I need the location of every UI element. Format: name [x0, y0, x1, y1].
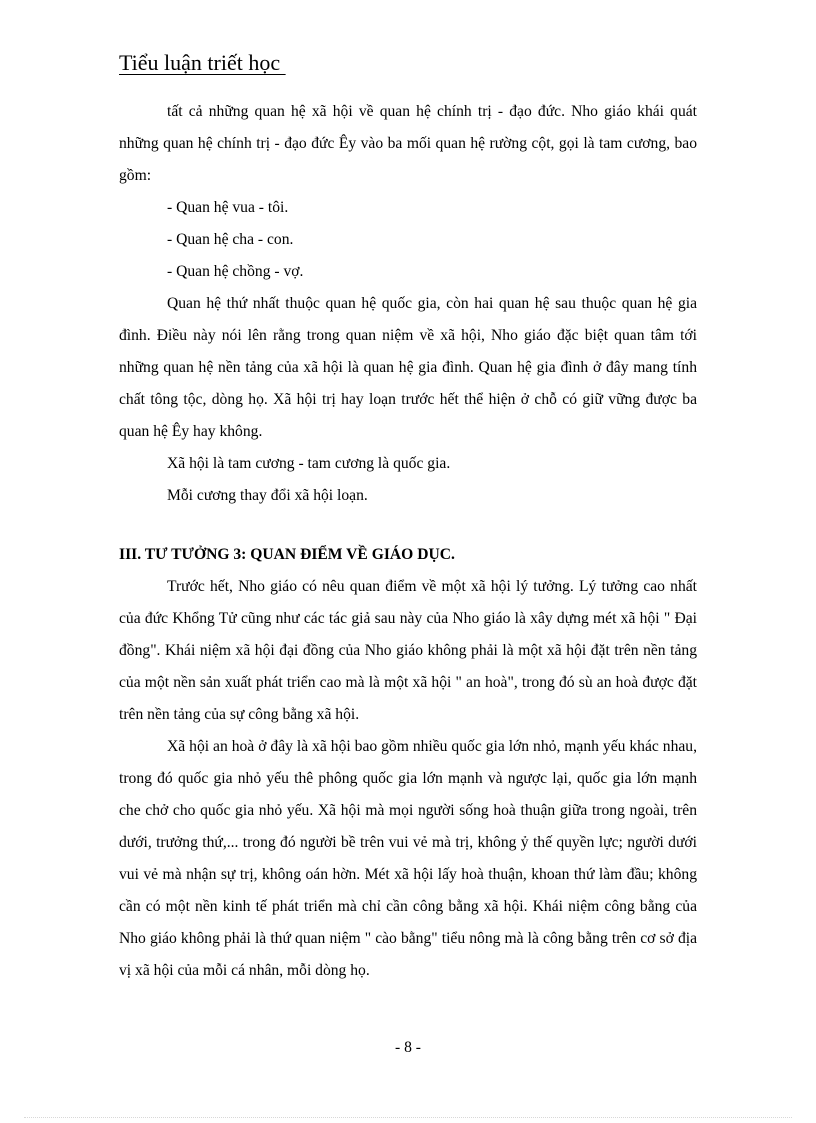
- section-heading: III. TƯ TƯỞNG 3: QUAN ĐIỂM VỀ GIÁO DỤC.: [119, 546, 455, 563]
- harmonious-society-paragraph: Xã hội an hoà ở đây là xã hội bao gồm nhiều quốc gia lớn nhỏ, mạnh yếu khác nhau, trong đó quốc gia nhỏ yếu thê phông quốc gia lớn mạnh và ngược lại, quốc gia lớn mạnh che chở cho quốc gia nhỏ yếu. Xã hội mà mọi người sống hoà thuận giữa trong ngoài, trên dưới, trưởng thứ,... trong đó người bề trên vui vẻ mà trị, không ỷ thế quyền lực; người dưới vui vẻ mà nhận sự trị, không oán hờn. Mét xã hội lấy hoà thuận, khoan thứ làm đầu; không cần có một nền kinh tế phát triển mà chỉ cần công bằng xã hội. Khái niệm công bằng của Nho giáo không phải là thứ quan niệm " cào bằng" tiểu nông mà là công bằng trên cơ sở địa vị xã hội của mỗi cá nhân, mỗi dòng họ.: [119, 738, 697, 979]
- list-item-father-son: - Quan hệ cha - con.: [167, 231, 294, 248]
- intro-paragraph: tất cả những quan hệ xã hội về quan hệ chính trị - đạo đức. Nho giáo khái quát những quan hệ chính trị - đạo đức Êy vào ba mối quan hệ rường cột, gọi là tam cương, bao gồm:: [119, 103, 697, 184]
- statement-line-2: Mỗi cương thay đổi xã hội loạn.: [167, 487, 368, 504]
- document-header-title: Tiểu luận triết học: [119, 50, 286, 75]
- page-number: - 8 -: [395, 1039, 421, 1056]
- page-bottom-edge: [24, 1117, 792, 1118]
- ideal-society-paragraph: Trước hết, Nho giáo có nêu quan điểm về một xã hội lý tưởng. Lý tưởng cao nhất của đức Khổng Tử cũng như các tác giả sau này của Nho giáo là xây dựng mét xã hội " Đại đồng". Khái niệm xã hội đại đồng của Nho giáo không phải là một xã hội đặt trên nền tảng của một nền sản xuất phát triển cao mà là một xã hội " an hoà", trong đó sù an hoà được đặt trên nền tảng của sự công bằng xã hội.: [119, 578, 697, 723]
- statement-line-1: Xã hội là tam cương - tam cương là quốc gia.: [167, 455, 451, 472]
- list-item-king-subject: - Quan hệ vua - tôi.: [167, 199, 289, 216]
- relationships-paragraph: Quan hệ thứ nhất thuộc quan hệ quốc gia, còn hai quan hệ sau thuộc quan hệ gia đình. Điều này nói lên rằng trong quan niệm về xã hội, Nho giáo đặc biệt quan tâm tới những quan hệ nền tảng của xã hội là quan hệ gia đình. Quan hệ gia đình ở đây mang tính chất tông tộc, dòng họ. Xã hội trị hay loạn trước hết thể hiện ở chỗ có giữ vững được ba quan hệ Êy hay không.: [119, 295, 697, 440]
- list-item-husband-wife: - Quan hệ chồng - vợ.: [167, 263, 304, 280]
